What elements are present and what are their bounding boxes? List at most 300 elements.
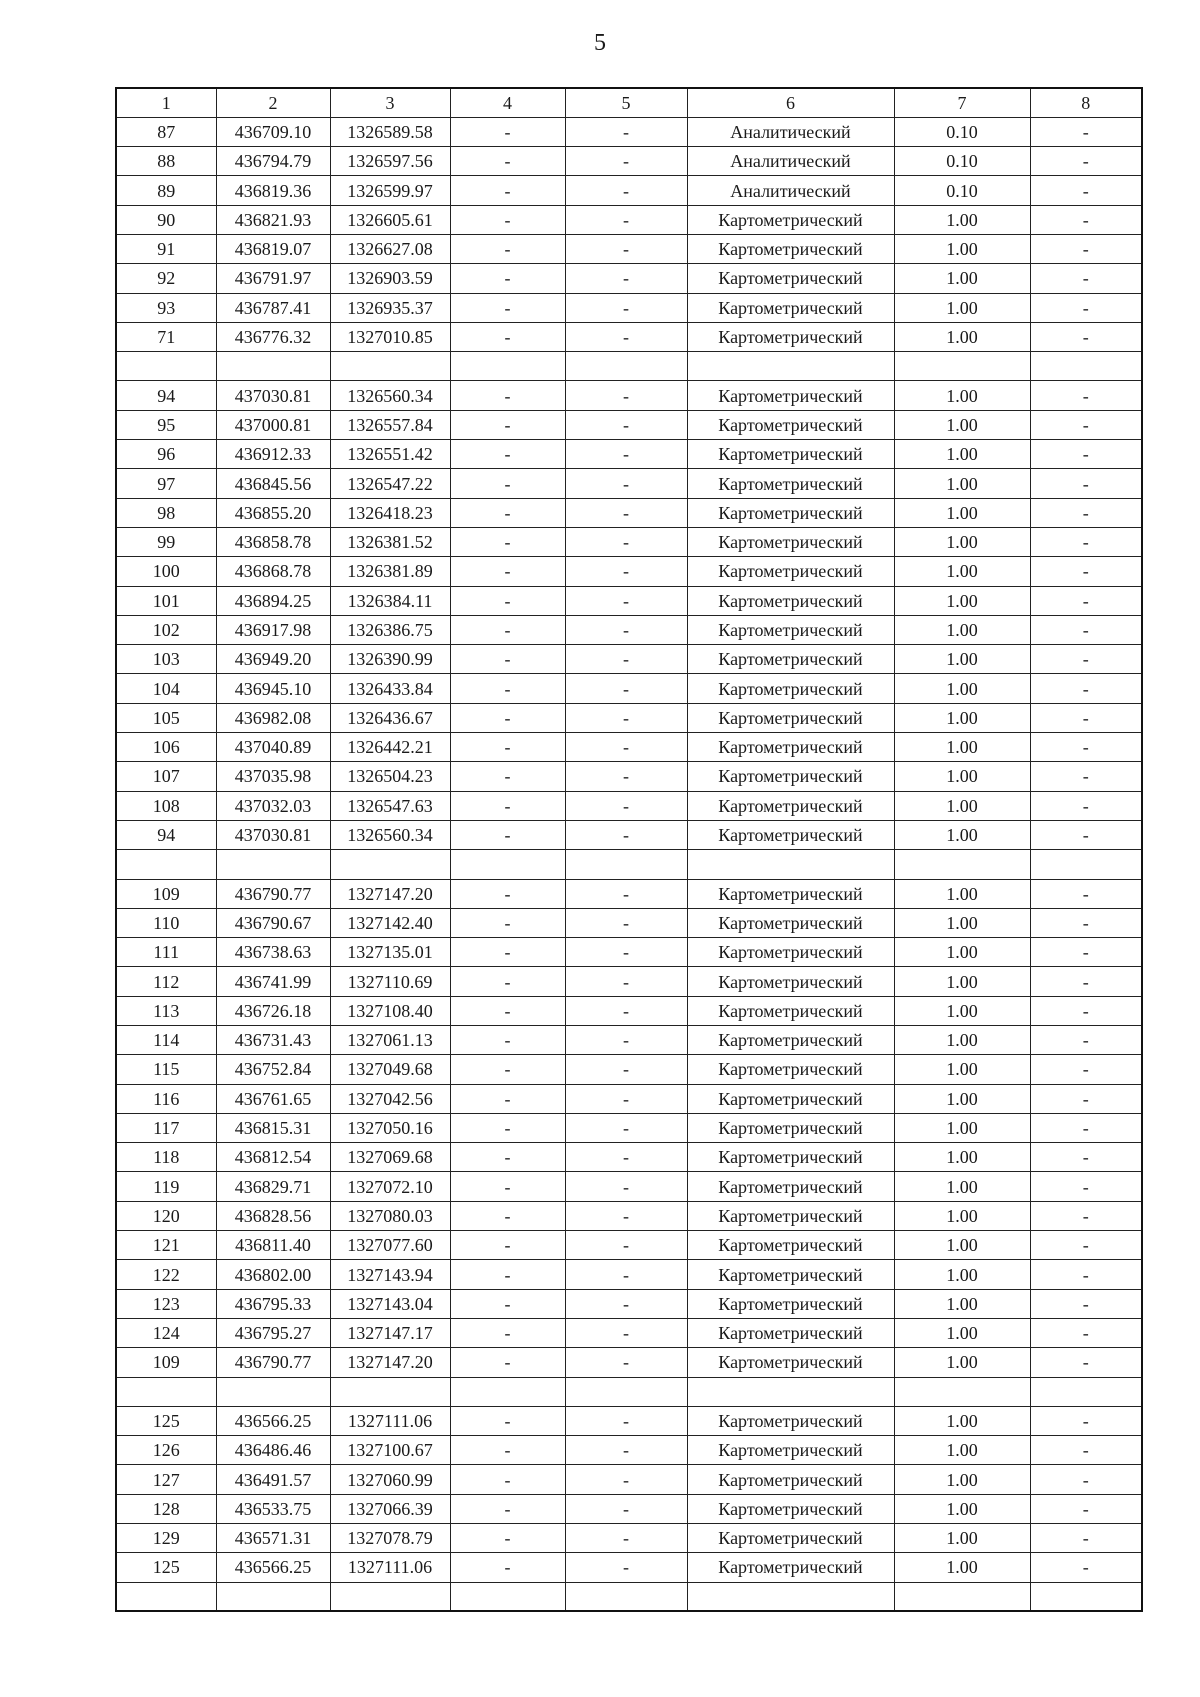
- table-cell: -: [565, 645, 687, 674]
- table-cell: -: [450, 1318, 565, 1347]
- table-cell: -: [1030, 557, 1142, 586]
- table-cell: -: [565, 264, 687, 293]
- table-cell: 436894.25: [216, 586, 330, 615]
- table-cell: [330, 1377, 450, 1406]
- header-cell: 6: [687, 88, 894, 117]
- table-row: [116, 1289, 1142, 1318]
- table-cell: Картометрический: [687, 1494, 894, 1523]
- table-row: [116, 645, 1142, 674]
- table-row: [116, 1406, 1142, 1435]
- table-cell: 1326442.21: [330, 733, 450, 762]
- table-cell: 1327080.03: [330, 1201, 450, 1230]
- table-cell: 436828.56: [216, 1201, 330, 1230]
- table-row: [116, 879, 1142, 908]
- table-cell: 1326597.56: [330, 147, 450, 176]
- table-cell: -: [450, 791, 565, 820]
- table-row: [116, 967, 1142, 996]
- table-row: [116, 440, 1142, 469]
- table-cell: 92: [116, 264, 216, 293]
- table-cell: 436858.78: [216, 527, 330, 556]
- table-cell: 436917.98: [216, 615, 330, 644]
- table-row: [116, 498, 1142, 527]
- table-cell: Картометрический: [687, 762, 894, 791]
- table-cell: 1326589.58: [330, 117, 450, 146]
- table-cell: 1.00: [894, 1201, 1030, 1230]
- table-cell: [1030, 1582, 1142, 1611]
- table-cell: -: [1030, 967, 1142, 996]
- table-cell: -: [565, 1406, 687, 1435]
- table-cell: 98: [116, 498, 216, 527]
- table-cell: 436949.20: [216, 645, 330, 674]
- table-cell: 1.00: [894, 674, 1030, 703]
- table-cell: 436486.46: [216, 1436, 330, 1465]
- table-cell: 1327061.13: [330, 1026, 450, 1055]
- table-cell: -: [450, 645, 565, 674]
- table-cell: -: [1030, 1465, 1142, 1494]
- table-cell: -: [565, 1143, 687, 1172]
- table-row: [116, 410, 1142, 439]
- table-cell: 437035.98: [216, 762, 330, 791]
- table-cell: 1326433.84: [330, 674, 450, 703]
- table-cell: 1326436.67: [330, 703, 450, 732]
- table-cell: 113: [116, 996, 216, 1025]
- table-cell: Картометрический: [687, 967, 894, 996]
- table-cell: -: [1030, 908, 1142, 937]
- table-cell: 1.00: [894, 205, 1030, 234]
- table-cell: [565, 1582, 687, 1611]
- table-cell: 112: [116, 967, 216, 996]
- table-cell: 1326504.23: [330, 762, 450, 791]
- table-cell: 116: [116, 1084, 216, 1113]
- table-cell: 436945.10: [216, 674, 330, 703]
- header-cell: 2: [216, 88, 330, 117]
- table-cell: -: [1030, 938, 1142, 967]
- table-row: [116, 1201, 1142, 1230]
- table-cell: -: [1030, 1524, 1142, 1553]
- table-cell: Картометрический: [687, 674, 894, 703]
- table-cell: -: [450, 996, 565, 1025]
- table-cell: 436761.65: [216, 1084, 330, 1113]
- table-cell: 437000.81: [216, 410, 330, 439]
- table-cell: 1.00: [894, 234, 1030, 263]
- table-cell: -: [1030, 527, 1142, 556]
- table-cell: -: [1030, 322, 1142, 351]
- table-cell: Картометрический: [687, 440, 894, 469]
- table-cell: -: [565, 1436, 687, 1465]
- table-cell: Картометрический: [687, 645, 894, 674]
- table-cell: 1326560.34: [330, 820, 450, 849]
- table-cell: 104: [116, 674, 216, 703]
- table-cell: -: [1030, 440, 1142, 469]
- table-row: [116, 147, 1142, 176]
- table-cell: 0.10: [894, 147, 1030, 176]
- table-cell: -: [450, 527, 565, 556]
- table-cell: -: [565, 674, 687, 703]
- table-cell: -: [450, 498, 565, 527]
- table-cell: -: [1030, 879, 1142, 908]
- table-cell: 1327042.56: [330, 1084, 450, 1113]
- table-cell: 101: [116, 586, 216, 615]
- table-row: [116, 264, 1142, 293]
- table-cell: -: [565, 1201, 687, 1230]
- table-cell: 126: [116, 1436, 216, 1465]
- table-cell: 115: [116, 1055, 216, 1084]
- table-cell: Картометрический: [687, 1260, 894, 1289]
- table-cell: 1.00: [894, 996, 1030, 1025]
- table-cell: 1.00: [894, 1465, 1030, 1494]
- table-cell: 1.00: [894, 1113, 1030, 1142]
- table-cell: 1.00: [894, 322, 1030, 351]
- table-cell: 1327110.69: [330, 967, 450, 996]
- table-cell: -: [1030, 234, 1142, 263]
- table-cell: 1327143.94: [330, 1260, 450, 1289]
- table-cell: 436819.07: [216, 234, 330, 263]
- table-cell: 436868.78: [216, 557, 330, 586]
- table-cell: [565, 850, 687, 879]
- table-cell: 1327143.04: [330, 1289, 450, 1318]
- table-cell: 1327135.01: [330, 938, 450, 967]
- table-cell: [894, 352, 1030, 381]
- table-cell: 94: [116, 820, 216, 849]
- table-cell: 436566.25: [216, 1406, 330, 1435]
- table-cell: 106: [116, 733, 216, 762]
- table-row: [116, 791, 1142, 820]
- table-row: [116, 1465, 1142, 1494]
- table-cell: -: [1030, 205, 1142, 234]
- table-cell: -: [1030, 498, 1142, 527]
- table-cell: [894, 850, 1030, 879]
- table-cell: 120: [116, 1201, 216, 1230]
- table-cell: 436795.33: [216, 1289, 330, 1318]
- table-cell: 1.00: [894, 1289, 1030, 1318]
- table-cell: -: [1030, 1026, 1142, 1055]
- table-cell: -: [450, 1260, 565, 1289]
- table-cell: [450, 1582, 565, 1611]
- table-cell: 1327069.68: [330, 1143, 450, 1172]
- table-cell: 0.10: [894, 117, 1030, 146]
- table-cell: 1.00: [894, 615, 1030, 644]
- table-cell: -: [565, 791, 687, 820]
- table-row: [116, 820, 1142, 849]
- table-cell: 93: [116, 293, 216, 322]
- table-cell: Картометрический: [687, 1348, 894, 1377]
- table-cell: -: [450, 440, 565, 469]
- table-cell: 436855.20: [216, 498, 330, 527]
- table-row: [116, 322, 1142, 351]
- table-cell: [116, 1377, 216, 1406]
- table-cell: -: [1030, 645, 1142, 674]
- table-cell: 1.00: [894, 820, 1030, 849]
- table-cell: 99: [116, 527, 216, 556]
- table-cell: Картометрический: [687, 996, 894, 1025]
- table-cell: -: [450, 205, 565, 234]
- table-cell: Картометрический: [687, 1465, 894, 1494]
- table-row: [116, 1318, 1142, 1347]
- table-cell: -: [565, 410, 687, 439]
- table-row: [116, 117, 1142, 146]
- table-cell: 436566.25: [216, 1553, 330, 1582]
- table-cell: -: [565, 322, 687, 351]
- table-cell: 1.00: [894, 1231, 1030, 1260]
- table-row: [116, 352, 1142, 381]
- table-cell: [687, 1377, 894, 1406]
- table-cell: 1.00: [894, 264, 1030, 293]
- table-cell: -: [1030, 117, 1142, 146]
- table-cell: [330, 352, 450, 381]
- table-cell: -: [450, 381, 565, 410]
- table-cell: 1327010.85: [330, 322, 450, 351]
- table-cell: Картометрический: [687, 234, 894, 263]
- table-cell: -: [565, 557, 687, 586]
- table-cell: Картометрический: [687, 938, 894, 967]
- table-cell: Картометрический: [687, 908, 894, 937]
- table-body: [116, 117, 1142, 1611]
- table-cell: 1.00: [894, 469, 1030, 498]
- table-cell: [116, 1582, 216, 1611]
- table-cell: Картометрический: [687, 1524, 894, 1553]
- table-cell: -: [1030, 1494, 1142, 1523]
- table-cell: -: [450, 147, 565, 176]
- table-cell: 1326547.22: [330, 469, 450, 498]
- table-cell: 1327111.06: [330, 1406, 450, 1435]
- table-row: [116, 1348, 1142, 1377]
- table-cell: -: [450, 615, 565, 644]
- table-cell: 1327050.16: [330, 1113, 450, 1142]
- table-cell: Картометрический: [687, 1026, 894, 1055]
- table-cell: -: [565, 733, 687, 762]
- table-cell: 436787.41: [216, 293, 330, 322]
- table-cell: Картометрический: [687, 322, 894, 351]
- table-cell: -: [565, 1348, 687, 1377]
- table-cell: 1.00: [894, 1318, 1030, 1347]
- table-cell: 436533.75: [216, 1494, 330, 1523]
- table-row: [116, 1084, 1142, 1113]
- table-cell: 109: [116, 879, 216, 908]
- table-cell: -: [450, 1113, 565, 1142]
- table-cell: Картометрический: [687, 1084, 894, 1113]
- table-cell: [116, 352, 216, 381]
- table-cell: 1.00: [894, 586, 1030, 615]
- table-cell: Картометрический: [687, 1172, 894, 1201]
- table-cell: 436794.79: [216, 147, 330, 176]
- table-cell: 1327072.10: [330, 1172, 450, 1201]
- table-cell: -: [1030, 147, 1142, 176]
- table-cell: Картометрический: [687, 879, 894, 908]
- table-cell: Картометрический: [687, 205, 894, 234]
- table-cell: 1327049.68: [330, 1055, 450, 1084]
- table-cell: [565, 352, 687, 381]
- table-cell: -: [565, 879, 687, 908]
- table-cell: Картометрический: [687, 1436, 894, 1465]
- table-cell: [565, 1377, 687, 1406]
- table-cell: 123: [116, 1289, 216, 1318]
- table-cell: 1.00: [894, 1260, 1030, 1289]
- table-cell: -: [565, 938, 687, 967]
- table-row: [116, 234, 1142, 263]
- table-cell: -: [565, 908, 687, 937]
- table-cell: 127: [116, 1465, 216, 1494]
- table-cell: -: [1030, 996, 1142, 1025]
- table-cell: 89: [116, 176, 216, 205]
- table-cell: Картометрический: [687, 557, 894, 586]
- table-cell: -: [565, 205, 687, 234]
- table-cell: -: [450, 1494, 565, 1523]
- table-cell: -: [565, 1289, 687, 1318]
- table-cell: Картометрический: [687, 1143, 894, 1172]
- table-cell: 1327147.20: [330, 879, 450, 908]
- table-cell: [1030, 850, 1142, 879]
- header-cell: 8: [1030, 88, 1142, 117]
- table-cell: -: [450, 967, 565, 996]
- table-cell: 1326386.75: [330, 615, 450, 644]
- table-cell: 1327077.60: [330, 1231, 450, 1260]
- table-cell: -: [1030, 586, 1142, 615]
- table-cell: 1327147.17: [330, 1318, 450, 1347]
- table-cell: 0.10: [894, 176, 1030, 205]
- table-cell: -: [450, 410, 565, 439]
- table-cell: 1326384.11: [330, 586, 450, 615]
- table-cell: -: [1030, 469, 1142, 498]
- table-cell: -: [450, 469, 565, 498]
- table-cell: 102: [116, 615, 216, 644]
- table-cell: -: [1030, 1113, 1142, 1142]
- table-cell: 1.00: [894, 1172, 1030, 1201]
- table-cell: 1.00: [894, 762, 1030, 791]
- table-cell: [894, 1377, 1030, 1406]
- table-cell: 1326627.08: [330, 234, 450, 263]
- table-cell: Картометрический: [687, 527, 894, 556]
- table-cell: -: [450, 1289, 565, 1318]
- table-row: [116, 733, 1142, 762]
- table-cell: 111: [116, 938, 216, 967]
- table-cell: -: [450, 586, 565, 615]
- table-cell: -: [1030, 1231, 1142, 1260]
- table-cell: 1.00: [894, 1084, 1030, 1113]
- table-cell: Аналитический: [687, 117, 894, 146]
- table-cell: 125: [116, 1406, 216, 1435]
- table-cell: -: [1030, 674, 1142, 703]
- table-cell: 109: [116, 1348, 216, 1377]
- table-cell: Картометрический: [687, 293, 894, 322]
- table-cell: -: [565, 1026, 687, 1055]
- table-cell: Картометрический: [687, 1406, 894, 1435]
- table-cell: 436790.77: [216, 1348, 330, 1377]
- table-cell: Картометрический: [687, 498, 894, 527]
- table-cell: 436741.99: [216, 967, 330, 996]
- table-cell: 1326547.63: [330, 791, 450, 820]
- table-cell: Картометрический: [687, 410, 894, 439]
- table-cell: -: [1030, 381, 1142, 410]
- table-row: [116, 850, 1142, 879]
- table-cell: -: [1030, 1143, 1142, 1172]
- table-cell: [216, 1582, 330, 1611]
- table-cell: 436815.31: [216, 1113, 330, 1142]
- table-cell: Картометрический: [687, 1318, 894, 1347]
- table-cell: -: [450, 1465, 565, 1494]
- table-cell: -: [1030, 615, 1142, 644]
- page-number: 5: [594, 30, 606, 56]
- table-cell: 1.00: [894, 440, 1030, 469]
- table-cell: 436752.84: [216, 1055, 330, 1084]
- table-cell: 124: [116, 1318, 216, 1347]
- table-cell: -: [565, 1084, 687, 1113]
- table-cell: -: [1030, 1289, 1142, 1318]
- table-cell: Картометрический: [687, 264, 894, 293]
- table-cell: 1327066.39: [330, 1494, 450, 1523]
- table-cell: -: [450, 938, 565, 967]
- table-cell: 1.00: [894, 645, 1030, 674]
- table-row: [116, 996, 1142, 1025]
- table-cell: 1.00: [894, 791, 1030, 820]
- table-row: [116, 381, 1142, 410]
- table-cell: -: [1030, 410, 1142, 439]
- table-cell: -: [1030, 733, 1142, 762]
- table-cell: -: [565, 1318, 687, 1347]
- table-cell: -: [450, 1172, 565, 1201]
- table-cell: -: [565, 996, 687, 1025]
- table-cell: Картометрический: [687, 1231, 894, 1260]
- table-cell: 1.00: [894, 410, 1030, 439]
- table-cell: -: [450, 322, 565, 351]
- table-cell: -: [450, 1201, 565, 1230]
- table-cell: -: [450, 1348, 565, 1377]
- table-cell: 436709.10: [216, 117, 330, 146]
- table-cell: Картометрический: [687, 381, 894, 410]
- table-cell: Картометрический: [687, 1553, 894, 1582]
- coordinates-table: [115, 87, 1143, 1612]
- table-cell: Картометрический: [687, 1113, 894, 1142]
- table-row: [116, 1113, 1142, 1142]
- table-cell: 436776.32: [216, 322, 330, 351]
- table-cell: [216, 850, 330, 879]
- table-cell: 1.00: [894, 498, 1030, 527]
- table-cell: -: [450, 1436, 565, 1465]
- table-cell: -: [565, 762, 687, 791]
- table-cell: -: [1030, 1084, 1142, 1113]
- table-cell: [330, 1582, 450, 1611]
- table-row: [116, 1436, 1142, 1465]
- table-cell: 105: [116, 703, 216, 732]
- table-cell: 437030.81: [216, 820, 330, 849]
- table-row: [116, 938, 1142, 967]
- table-cell: 436912.33: [216, 440, 330, 469]
- table-cell: 1.00: [894, 733, 1030, 762]
- table-row: [116, 527, 1142, 556]
- table-cell: 1.00: [894, 1348, 1030, 1377]
- table-cell: 121: [116, 1231, 216, 1260]
- table-cell: [687, 1582, 894, 1611]
- table-cell: -: [1030, 1553, 1142, 1582]
- table-cell: -: [565, 234, 687, 263]
- table-cell: -: [1030, 703, 1142, 732]
- table-cell: 125: [116, 1553, 216, 1582]
- table-cell: 436790.77: [216, 879, 330, 908]
- table-cell: Аналитический: [687, 176, 894, 205]
- table-cell: -: [450, 908, 565, 937]
- table-cell: 1327108.40: [330, 996, 450, 1025]
- table-cell: 1326935.37: [330, 293, 450, 322]
- table-row: [116, 1055, 1142, 1084]
- table-cell: -: [565, 1055, 687, 1084]
- table-row: [116, 1143, 1142, 1172]
- table-cell: -: [1030, 762, 1142, 791]
- table-cell: 1.00: [894, 1436, 1030, 1465]
- table-cell: 117: [116, 1113, 216, 1142]
- table-cell: -: [565, 147, 687, 176]
- table-cell: -: [1030, 1436, 1142, 1465]
- table-cell: Картометрический: [687, 469, 894, 498]
- table-cell: 103: [116, 645, 216, 674]
